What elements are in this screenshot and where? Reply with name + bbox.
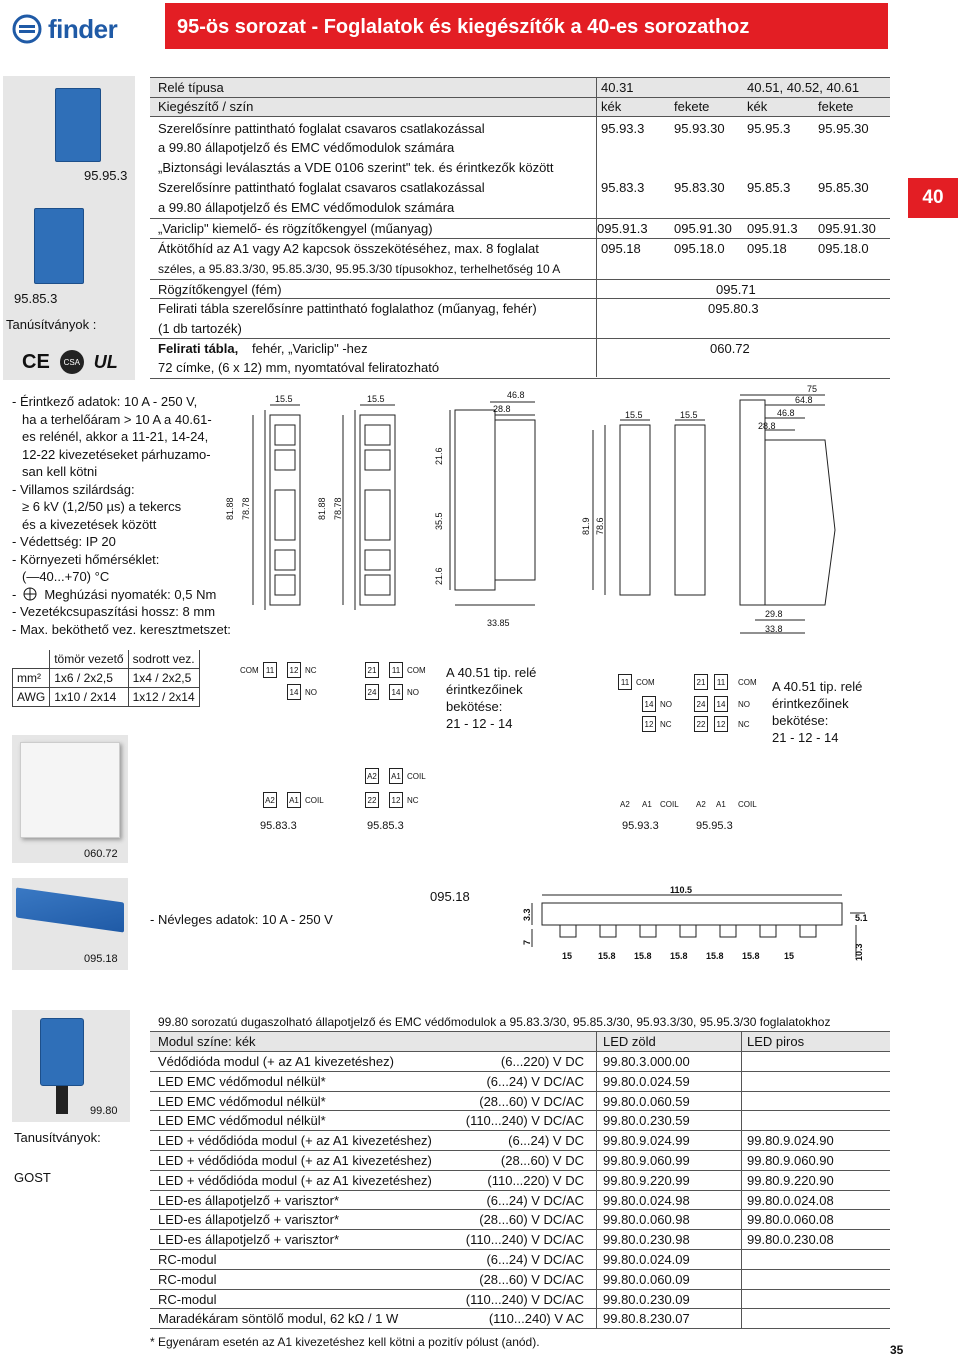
gost-mark: GOST [14,1170,51,1185]
row0-v4: 95.95.30 [818,121,869,136]
bridge-drawing [520,885,870,965]
section-tab: 40 [908,178,958,218]
spec-line: (—40...+70) °C [22,569,110,584]
head-color-4: fekete [818,99,854,114]
spec-line: es relénél, akkor a 11-21, 14-24, [22,429,209,444]
spec-line: ≥ 6 kV (1,2/50 µs) a tekercs [22,499,182,514]
module-image-code: 99.80 [90,1105,118,1117]
module-cell: (6...24) V DC/AC [486,1073,584,1089]
wire-unit: AWG [13,688,50,707]
spec-line: san kell kötni [22,464,98,479]
row0-v3: 95.95.3 [747,121,791,136]
module-cell: 99.80.9.220.90 [747,1172,834,1188]
module-cell: (110...240) V DC/AC [465,1113,584,1129]
bridge-dim-j: 15.8 [742,951,760,961]
module-cell: 99.80.0.230.09 [603,1291,690,1307]
module-cell: 99.80.0.060.09 [603,1271,690,1287]
d5-dim-e: 29.8 [765,609,783,619]
module-cell: (110...240) V DC/AC [465,1291,584,1307]
row2-v2: 095.91.30 [674,221,732,236]
module-cell: 99.80.9.220.99 [603,1172,690,1188]
socket-image-95-95-3 [55,88,101,162]
row2-v3: 095.91.3 [747,221,798,236]
module-cell: LED-es állapotjelző + varisztor* [158,1232,339,1248]
d3-dim-f: 33.85 [487,618,510,628]
module-cell: LED-es állapotjelző + varisztor* [158,1212,339,1228]
module-cell: (28...60) V DC [500,1153,584,1168]
wiring-95-83-3: COM 11 12 NC 14 NO A2 A1 COIL 95.83.3 [235,660,335,840]
cert-marks [22,350,118,374]
finder-logo [12,12,152,46]
row5-line2: (1 db tartozék) [158,321,242,336]
torque-line: - Meghúzási nyomaték: 0,5 Nm [12,586,217,602]
head-color-3: kék [747,99,768,114]
d1-dim-width: 15.5 [275,394,293,404]
row2-line1: „Variclip" kiemelő- és rögzítőkengyel (műanyag) [158,221,433,236]
module-head-green: LED zöld [603,1034,656,1049]
module-title: 99.80 sorozatú dugaszolható állapotjelző és EMC védőmodulok a 95.83.3/30, 95.85.3/30, 95.93.3/30, 95.95.3/30 foglalatokhoz [158,1015,831,1029]
module-cell: LED + védődióda modul (+ az A1 kivezetéshez) [158,1172,432,1188]
module-cell: (6...24) V DC/AC [486,1252,584,1267]
d5-dim-b: 64.8 [795,395,813,405]
module-cell: 99.80.0.024.98 [603,1192,690,1208]
wire-head: tömör vezető [50,650,128,669]
module-footnote: * Egyenáram esetén az A1 kivezetéshez kell kötni a pozitív pólust (anód). [150,1335,540,1349]
socket-image-95-85-3 [34,208,84,284]
wiring-note-1: A 40.51 tip. relé érintkezőinek bekötése: 21 - 12 - 14 [446,665,537,731]
row1-v2: 95.83.30 [674,180,725,195]
row1-v3: 95.85.3 [747,180,791,195]
bridge-dim-g: 15.8 [634,951,652,961]
head-color-1: kék [601,99,622,114]
module-cell: 99.80.0.230.08 [747,1232,834,1248]
row4-line1: Rögzítőkengyel (fém) [158,282,282,297]
module-cell: 99.80.9.060.90 [747,1153,834,1168]
bridge-dim-d: 10.3 [854,943,864,961]
cert-label: Tanúsítványok : [6,317,97,332]
module-cell: 99.80.0.060.08 [747,1212,834,1228]
row6-line1: fehér, „Variclip" -hez [252,341,368,356]
module-cell: (110...240) V DC/AC [465,1232,584,1248]
row4-v: 095.71 [716,282,756,297]
img2-label: 95.85.3 [14,291,58,306]
row1-line1: Szerelősínre pattintható foglalat csavaros csatlakozással [158,180,485,195]
module-cell: LED EMC védőmodul nélkül* [158,1073,326,1089]
spec-line: ha a terhelőáram > 10 A a 40.61- [22,411,212,427]
d4-dim-b: 15.5 [680,410,698,420]
page-title: 95-ös sorozat - Foglalatok és kiegészítők a 40-es sorozathoz [165,3,888,49]
d2-dim-h1: 81.88 [317,497,327,520]
row6-line1-bold: Felirati tábla, [158,341,239,356]
img1-label: 95.95.3 [84,168,128,183]
module-cell: 99.80.0.060.98 [603,1212,690,1228]
d5-dim-a: 75 [807,384,818,394]
spec-line: - Villamos szilárdság: [12,481,135,497]
row0-line2: a 99.80 állapotjelző és EMC védőmodulok számára [158,140,455,155]
d1-dim-h1: 81.88 [225,497,235,520]
wiring-95-95-3: 21 11 COM 24 14 NO 22 12 NC A2 A1 COIL 95.95.3 [690,670,770,840]
module-head-color: Modul színe: kék [158,1034,256,1049]
spec-line: 12-22 kivezetéseket párhuzamo- [22,446,211,462]
d4-dim-a: 15.5 [625,410,643,420]
ul-mark-icon: UL [93,351,118,372]
bridge-dim-c: 5.1 [855,913,868,923]
module-cell: RC-modul [158,1252,217,1267]
bridge-dim-f: 15.8 [598,951,616,961]
bridge-dim-i: 15.8 [706,951,724,961]
d5-dim-c: 46.8 [777,408,795,418]
ce-mark-icon: CE [22,350,50,373]
row3-v4: 095.18.0 [818,241,869,256]
brand-name: finder [48,13,118,44]
spec-list [12,393,237,638]
page-number: 35 [890,1343,904,1357]
wiring-95-85-3: 21 11 COM 24 14 NO A2 A1 COIL 22 12 NC 95.85.3 [345,660,445,840]
head-40-51: 40.51, 40.52, 40.61 [747,80,860,95]
spec-line: - Védettség: IP 20 [12,534,116,549]
module-cell: 99.80.3.000.00 [603,1054,690,1069]
row2-v1: 095.91.3 [597,221,648,236]
wire-table [12,650,200,707]
module-cell: LED-es állapotjelző + varisztor* [158,1192,339,1208]
module-cell: 99.80.0.060.59 [603,1093,690,1109]
module-cell: 99.80.8.230.07 [603,1311,690,1327]
d3-dim-d: 35.5 [434,512,444,530]
spec-line: - Max. beköthető vez. keresztmetszet: [12,621,231,637]
module-cell: (110...220) V DC [487,1172,584,1188]
head-relay-type: Relé típusa [158,80,224,95]
d4-dim-d: 78.6 [595,517,605,535]
bridge-image-code: 095.18 [84,953,118,965]
row3-line2: széles, a 95.83.3/30, 95.85.3/30, 95.95.3/30 típusokhoz, terhelhetőség 10 A [158,262,561,276]
bridge-code: 095.18 [430,889,470,904]
module-cell: (6...24) V DC/AC [486,1192,584,1208]
module-cell: 99.80.9.060.99 [603,1153,690,1168]
module-cell: (110...240) V AC [488,1311,584,1327]
module-cell: RC-modul [158,1271,217,1287]
d1-dim-h2: 78.78 [241,497,251,520]
d2-dim-h2: 78.78 [333,497,343,520]
d5-dim-d: 28.8 [758,421,776,431]
row6-line2: 72 címke, (6 x 12) mm, nyomtatóval feliratozható [158,360,440,375]
module-pins [56,1086,68,1114]
module-cell: 99.80.0.230.98 [603,1232,690,1248]
bridge-dim-e: 15 [562,951,573,961]
wire-cell: 1x10 / 2x14 [50,688,128,707]
row1-v1: 95.83.3 [601,180,645,195]
row0-line1: Szerelősínre pattintható foglalat csavaros csatlakozással [158,121,485,136]
module-cell: Maradékáram söntölő modul, 62 kΩ / 1 W [158,1311,399,1327]
wiring-95-93-3: 11 COM 14 NO 12 NC A2 A1 COIL 95.93.3 [612,670,692,840]
module-cell: (6...24) V DC [508,1133,584,1149]
bridge-dim-b: 7 [522,939,532,945]
module-cell: 99.80.9.024.90 [747,1133,834,1149]
module-cell: LED + védődióda modul (+ az A1 kivezetéshez) [158,1153,432,1168]
dimension-drawings [225,380,890,640]
d3-dim-c: 21.6 [434,447,444,465]
bridge-rating: - Névleges adatok: 10 A - 250 V [150,912,333,927]
module-cell: (28...60) V DC/AC [479,1212,584,1228]
row6-v: 060.72 [710,341,750,356]
module-head-red: LED piros [747,1034,805,1049]
bridge-dim-h: 15.8 [670,951,688,961]
row0-v1: 95.93.3 [601,121,645,136]
row3-v3: 095.18 [747,241,787,256]
row3-line1: Átkötőhíd az A1 vagy A2 kapcsok összekötéséhez, max. 8 foglalat [158,241,539,256]
wire-cell: 1x6 / 2x2,5 [50,669,128,688]
module-cell: 99.80.0.024.08 [747,1192,834,1208]
module-cell: 99.80.9.024.99 [603,1133,690,1149]
finder-logo-icon [12,14,42,44]
wire-head: sodrott vez. [128,650,199,669]
module-cell: LED EMC védőmodul nélkül* [158,1093,326,1109]
wire-cell: 1x4 / 2x2,5 [128,669,199,688]
module-cell: 99.80.0.024.59 [603,1073,690,1089]
d2-dim-width: 15.5 [367,394,385,404]
row1-line0: „Biztonsági leválasztás a VDE 0106 szerint" tek. és érintkezők között [158,160,554,175]
module-cell: Védődióda modul (+ az A1 kivezetéshez) [158,1054,394,1069]
label-sheet-image [20,742,120,838]
d3-dim-a: 46.8 [507,390,525,400]
head-color-2: fekete [674,99,710,114]
bridge-dim-length: 110.5 [670,885,693,895]
module-image [40,1018,84,1086]
head-accessory-color: Kiegészítő / szín [158,99,254,114]
module-cell: LED + védődióda modul (+ az A1 kivezetéshez) [158,1133,432,1149]
module-cell: LED EMC védőmodul nélkül* [158,1113,326,1129]
row1-v4: 95.85.30 [818,180,869,195]
row0-v2: 95.93.30 [674,121,725,136]
module-cell: RC-modul [158,1291,217,1307]
wiring-note-2: A 40.51 tip. relé érintkezőinek bekötése: 21 - 12 - 14 [772,679,863,745]
row3-v2: 095.18.0 [674,241,725,256]
wire-unit: mm² [13,669,50,688]
wire-cell: 1x12 / 2x14 [128,688,199,707]
bridge-dim-a: 3.3 [522,908,532,921]
d3-dim-b: 28.8 [493,404,511,414]
spec-line: - Környezeti hőmérséklet: [12,551,160,567]
module-cell: (6...220) V DC [500,1054,584,1069]
spec-line: és a kivezetések között [22,516,157,532]
label-image-code: 060.72 [84,848,118,860]
module-cert-label: Tanusítványok: [14,1130,101,1145]
bridge-dim-k: 15 [784,951,795,961]
row2-v4: 095.91.30 [818,221,876,236]
head-40-31: 40.31 [601,80,634,95]
row5-v: 095.80.3 [708,301,759,316]
d4-dim-c: 81.9 [581,517,591,535]
row1-line2: a 99.80 állapotjelző és EMC védőmodulok számára [158,200,455,215]
d5-dim-f: 33.8 [765,624,783,634]
torque-icon [22,586,38,602]
module-cell: 99.80.0.230.59 [603,1113,690,1129]
module-cell: (28...60) V DC/AC [479,1271,584,1287]
module-cell: 99.80.0.024.09 [603,1252,690,1267]
row5-line1: Felirati tábla szerelősínre pattintható foglalathoz (műanyag, fehér) [158,301,537,316]
spec-line: - Vezetékcsupaszítási hossz: 8 mm [12,604,216,619]
row3-v1: 095.18 [601,241,641,256]
d3-dim-e: 21.6 [434,567,444,585]
module-cell: (28...60) V DC/AC [479,1093,584,1109]
csa-mark-icon: CSA [60,350,84,374]
spec-line: - Érintkező adatok: 10 A - 250 V, [12,394,198,409]
